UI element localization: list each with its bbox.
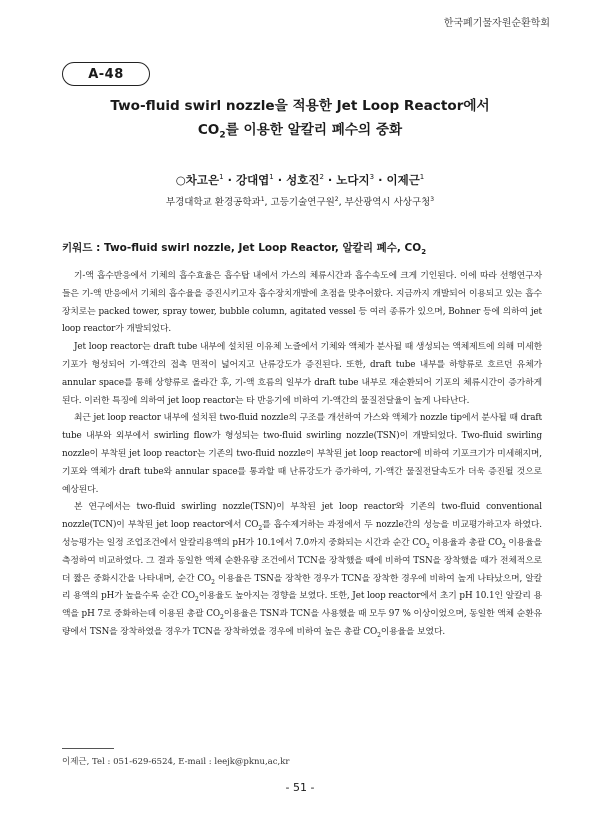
society-header: 한국폐기물자원순환학회 <box>443 18 550 29</box>
keywords <box>62 240 542 256</box>
co2-subscript: 2 <box>195 596 199 604</box>
paragraph-2: Jet loop reactor는 draft tube 내부에 설치된 이유체 노즐에서 기체와 액체가 분사될 때 생성되는 액체제트에 의해 미세한 기포가 형성되어 기-액간의 접촉 면적이 넓어지고 난류강도가 증진된다. 또한, draft tube 내부를 하향류로 흐르던 유체가 annular space를 통해 상향류로 올라간 후, 기-액 흐름의 일부가 draft tube 내부로 재순환되어 기포의 체류시간이 증가하게 된다. 이러한 특징에 의하여 jet loop reactor는 타 반응기에 비하여 기-액간의 물질전달율이 높게 나타난다. <box>62 342 542 406</box>
affiliation-list <box>40 194 560 208</box>
paper-title <box>40 94 560 148</box>
keywords-subscript: 2 <box>421 248 427 257</box>
affiliation-2-mark: 2 <box>334 195 339 203</box>
co2-subscript: 2 <box>501 542 506 550</box>
co2-subscript: 2 <box>377 631 381 639</box>
author-4-affil: 3 <box>369 173 375 182</box>
author-1: ○차고은 <box>175 173 220 187</box>
author-3-affil: 2 <box>319 173 324 182</box>
title-line-2-rest: 를 이용한 알칼리 폐수의 중화 <box>225 122 403 138</box>
author-2-affil: 1 <box>269 173 274 182</box>
p4-part-g: 이용율은 TSN과 TCN을 사용했을 때 모두 97 % 이상이었으며, 동일한 액체 순환유량에서 TSN을 장착하였을 경우가 TCN을 장착하였을 경우에 비하여 높은 총괄 CO <box>62 609 542 637</box>
paragraph-4 <box>62 499 542 641</box>
co2-subscript: 2 <box>211 578 215 586</box>
affiliation-3-mark: 3 <box>430 195 435 203</box>
co2-subscript: 2 <box>220 613 224 621</box>
author-list <box>40 172 560 188</box>
affiliation-3: , 부산광역시 사상구청 <box>338 197 431 208</box>
co2-subscript: 2 <box>425 542 430 550</box>
corresponding-author-footnote: 이제근, Tel : 051-629-6524, E-mail : leejk@pknu,ac,kr <box>62 757 290 767</box>
title-line-2 <box>40 118 560 148</box>
co2-subscript: 2 <box>258 524 263 532</box>
abstract-id-badge: A-48 <box>62 62 150 86</box>
author-1-affil: 1 <box>219 173 224 182</box>
title-line-1: Two-fluid swirl nozzle을 적용한 Jet Loop Reactor에서 <box>110 98 490 114</box>
author-3: · 성호진 <box>273 173 320 187</box>
page-number: - 51 - <box>285 781 315 794</box>
paragraph-3: 최근 jet loop reactor 내부에 설치된 two-fluid nozzle의 구조를 개선하여 가스와 액체가 nozzle tip에서 분사될 때 draft tube 내부와 외부에서 swirling flow가 형성되는 two-fluid swirling nozzle(TSN)이 개발되었다. Two-fluid swirling nozzle이 부착된 jet loop reactor는 기존의 two-fluid nozzle이 부착된 jet loop reactor에 비하여 기포크기가 미세해지며, 기포와 액체가 draft tube와 annular space를 통과할 때 난류강도가 증가하여, 기-액간 물질전달속도가 더욱 증진될 것으로 예상된다. <box>62 413 542 495</box>
p4-part-h: 이용율을 보였다. <box>380 626 446 637</box>
title-co: CO <box>197 122 220 138</box>
abstract-body <box>62 268 542 642</box>
p4-part-c: 이용율과 총괄 CO <box>429 537 502 548</box>
title-co-subscript: 2 <box>219 130 226 141</box>
author-2: · 강대엽 <box>223 173 270 187</box>
paragraph-1: 기-액 흡수반응에서 기체의 흡수효율은 흡수탑 내에서 가스의 체류시간과 흡수속도에 크게 기인된다. 이에 따라 선행연구자들은 기-액 반응에서 기체의 흡수율을 증진시키고자 흡수장치개발에 초점을 맞추어왔다. 지금까지 개발되어 이용되고 있는 흡수장치로는 packed tower, spray tower, bubble column, agitated vessel 등 여러 종류가 있으며, Bohner 등에 의하여 jet loop reactor가 개발되었다. <box>62 271 542 335</box>
keywords-text: 키워드 : Two-fluid swirl nozzle, Jet Loop Reactor, 알칼리 폐수, CO <box>62 242 422 254</box>
affiliation-1: 부경대학교 환경공학과 <box>165 197 261 208</box>
author-5-affil: 1 <box>419 173 425 182</box>
author-4: · 노다지 <box>323 173 370 187</box>
p4-part-a: 본 연구에서는 two-fluid swirling nozzle(TSN)이 부착된 jet loop reactor와 기존의 two-fluid conventional nozzle(TCN)이 부착된 jet loop reactor에서 CO <box>62 502 542 531</box>
affiliation-2: , 고등기술연구원 <box>264 197 335 208</box>
p4-part-f: 이용율도 높아지는 경향을 보였다. 또한, Jet loop reactor에서 초기 pH 10.1인 알칼리 용액을 pH 7로 중화하는데 이용된 총괄 CO <box>62 591 542 620</box>
footnote-divider <box>62 748 114 749</box>
p4-part-d: 이용율을 측정하여 비교하였다. 그 결과 동일한 액체 순환유량 조건에서 TCN을 장착했을 때에 비하여 TSN을 장착했을 때가 전체적으로 더 짧은 중화시간을 나타내며, 순간 CO <box>62 537 542 584</box>
affiliation-1-mark: 1 <box>260 195 265 203</box>
p4-part-e: 이용율은 TSN을 장착한 경우가 TCN을 장착한 경우에 비하여 높게 나타났으며, 알칼리 용액의 pH가 높을수록 순간 CO <box>62 573 542 602</box>
p4-part-b: 를 흡수제거하는 과정에서 두 nozzle간의 성능을 비교평가하고자 하였다. 성능평가는 일정 조업조건에서 알칼리용액의 pH가 10.1에서 7.0까지 중화되는 시간과 순간 CO <box>62 520 542 548</box>
author-5: · 이제근 <box>374 173 420 187</box>
